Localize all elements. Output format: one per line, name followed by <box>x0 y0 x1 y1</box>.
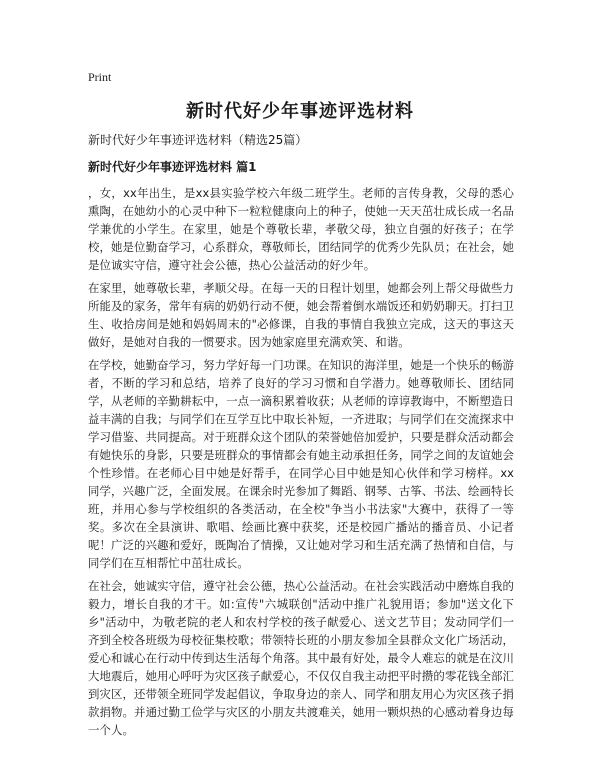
paragraph-family: ，女，xx年出生，是xx县实验学校六年级二班学生。老师的言传身教，父母的悉心熏陶，在她幼小的心灵中种下一粒粒健康向上的种子，使她一天天茁壮成长成一名品学兼优的小学生。在家里，她是个尊敬长辈，孝敬父母，独立自强的好孩子；在学校，她是位勤奋学习，心系群众，尊敬师长，团结同学的优秀少先队员；在社会，她是位诚实守信，遵守社会公德，热心公益活动的好少年。 <box>88 186 514 272</box>
document-title: 新时代好少年事迹评选材料 <box>186 101 414 122</box>
paragraph-society: 在社会，她诚实守信，遵守社会公德，热心公益活动。在社会实践活动中磨炼自我的毅力，增长自我的才干。如:宣传"六城联创"活动中推广礼貌用语；参加"送文化下乡"活动中，为敬老院的老人和农村学校的孩子献爱心、送文艺节目；发动同学们一齐到全校各班级为母校征集校歌；带领特长班的小朋友参加全县群众文化广场活动，爱心和诚心在行动中传到达生活每个角落。其中最有好处，最令人难忘的就是在汶川大地震后，她用心呼吁为灾区孩子献爱心，不仅仅自我主动把平时攒的零花钱全部汇到灾区，还带领全班同学发起倡议，争取身边的亲人、同学和朋友用心为灾区孩子捐款捐物。并通过勤工俭学与灾区的小朋友共渡难关，她用一颗炽热的心感动着身边每一个人。 <box>88 579 514 737</box>
paragraph-school: 在学校，她勤奋学习，努力学好每一门功课。在知识的海洋里，她是一个快乐的畅游者，不断的学习和总结，培养了良好的学习习惯和自学潜力。她尊敬师长、团结同学，从老师的辛勤耕耘中，一点一滴积累着收获；从老师的谆谆教诲中，不断塑造日益丰满的自我；与同学们在互学互比中取长补短，一齐进取；与同学们在交流探求中学习借鉴、共同提高。对于班群众这个团队的荣誉她倍加爱护，只要是群众活动都会有她快乐的身影，只要是班群众的事情都会有她主动承担任务，同学之间的友谊她会个性珍惜。在老师心目中她是好帮手，在同学心目中她是知心伙伴和学习榜样。xx同学，兴趣广泛，全面发展。在课余时光参加了舞蹈、钢琴、古筝、书法、绘画特长班，并用心参与学校组织的各类活动，在全校"争当小书法家"大赛中，获得了一等奖。多次在全县演讲、歌唱、绘画比赛中获奖，还是校园广播站的播音员、小记者呢！广泛的兴趣和爱好，既陶冶了情操，又让她对学习和生活充满了热情和自信，与同学们在互相帮忙中茁壮成长。 <box>88 358 514 570</box>
paragraph-home: 在家里，她尊敬长辈，孝顺父母。在每一天的日程计划里，她都会列上帮父母做些力所能及的家务，常年有病的奶奶行动不便，她会帮着倒水端饭还和奶奶聊天。打扫卫生、收拾房间是她和妈妈周末的"必修课，自我的事情自我独立完成，这天的事这天做好，是她对自我的一惯要求。因为她家庭里充满欢笑、和谐。 <box>88 281 514 349</box>
section-heading: 新时代好少年事迹评选材料 篇1 <box>88 160 257 174</box>
document-subtitle: 新时代好少年事迹评选材料（精选25篇） <box>88 133 308 147</box>
print-link[interactable]: Print <box>88 70 112 84</box>
